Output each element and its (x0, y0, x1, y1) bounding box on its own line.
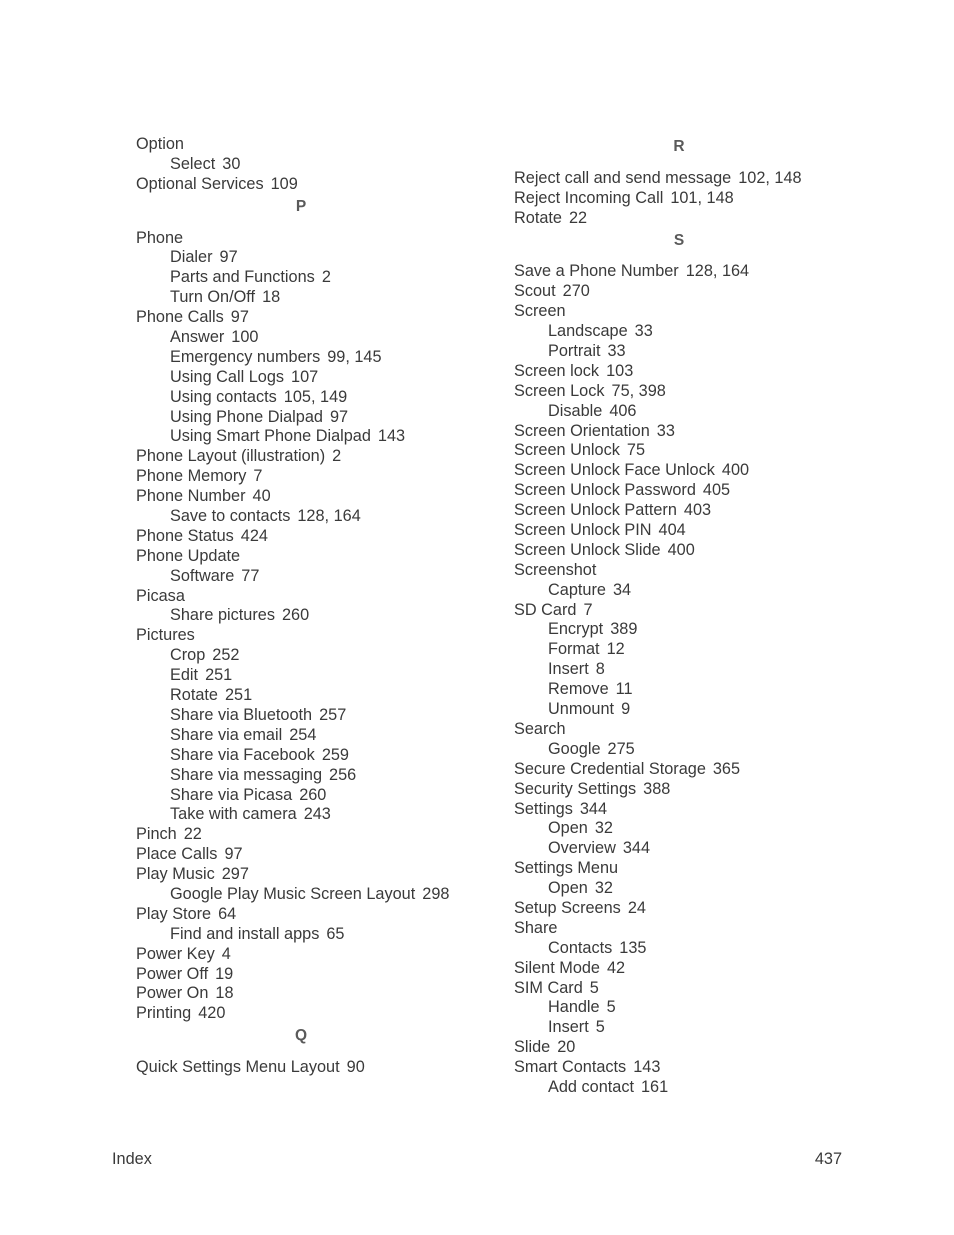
index-page-refs: 18 (262, 288, 281, 307)
index-term: Smart Contacts (514, 1058, 627, 1077)
index-term: Portrait (548, 342, 601, 361)
index-entry (514, 898, 844, 918)
index-term: Setup Screens (514, 898, 621, 917)
index-subentry (136, 407, 466, 427)
index-term: Unmount (548, 700, 615, 719)
index-term: Format (548, 640, 600, 659)
index-page-refs: 5 (589, 978, 599, 997)
index-subentry (136, 247, 466, 267)
index-page-refs: 257 (319, 705, 347, 724)
index-page-refs: 33 (634, 322, 653, 341)
index-term: Phone Calls (136, 308, 224, 327)
index-page-refs: 75, 398 (611, 381, 666, 400)
index-term: Pinch (136, 825, 177, 844)
index-page-refs: 102, 148 (738, 168, 802, 187)
index-page-refs: 75 (626, 441, 646, 460)
index-term: Save to contacts (170, 507, 291, 526)
index-term: Share via Picasa (170, 785, 293, 804)
index-entry (136, 944, 466, 964)
index-term: Phone (136, 228, 184, 247)
index-term: SIM Card (514, 978, 583, 997)
index-page-refs: 259 (321, 745, 349, 764)
index-term: Turn On/Off (170, 288, 256, 307)
index-term: Remove (548, 680, 609, 699)
index-term: Crop (170, 646, 206, 665)
index-term: Place Calls (136, 845, 218, 864)
index-subentry (514, 659, 844, 679)
index-term: Settings Menu (514, 859, 619, 878)
index-page-refs: 389 (610, 620, 638, 639)
index-term: SD Card (514, 600, 577, 619)
index-entry (136, 904, 466, 924)
index-letter-heading: Q (294, 1027, 308, 1045)
index-page-refs: 34 (612, 580, 632, 599)
index-entry (136, 228, 466, 248)
index-term: Play Music (136, 865, 215, 884)
index-subentry (136, 804, 466, 824)
index-page-refs: 143 (377, 427, 406, 446)
index-term: Screen Unlock Pattern (514, 501, 677, 520)
index-term: Encrypt (548, 620, 604, 639)
index-subentry (136, 426, 466, 446)
index-page-refs: 388 (643, 779, 671, 798)
index-term: Pictures (136, 626, 195, 645)
index-page-refs: 90 (346, 1058, 365, 1077)
index-entry (514, 361, 844, 381)
index-term: Add contact (548, 1077, 634, 1096)
index-term: Power Off (136, 964, 209, 983)
index-entry (514, 281, 844, 301)
index-term: Capture (548, 580, 606, 599)
index-term: Slide (514, 1038, 551, 1057)
index-term: Screen (514, 302, 566, 321)
index-entry (514, 600, 844, 620)
index-subentry (514, 619, 844, 639)
index-term: Take with camera (170, 805, 297, 824)
index-page-refs: 24 (627, 898, 646, 917)
index-term: Software (170, 566, 235, 585)
index-term: Phone Status (136, 526, 234, 545)
index-page-refs: 100 (231, 328, 259, 347)
index-term: Quick Settings Menu Layout (136, 1058, 340, 1077)
index-entry (514, 560, 844, 580)
index-entry (514, 719, 844, 739)
index-term: Answer (170, 328, 225, 347)
index-page-refs: 5 (595, 1018, 605, 1037)
index-subentry (136, 367, 466, 387)
index-entry (514, 460, 844, 480)
index-subentry (136, 605, 466, 625)
index-entry (136, 983, 466, 1003)
index-term: Rotate (514, 208, 562, 227)
index-entry (514, 381, 844, 401)
index-entry (136, 824, 466, 844)
index-subentry (136, 705, 466, 725)
index-page-refs: 251 (224, 686, 253, 705)
index-term: Screen Lock (514, 381, 605, 400)
index-entry (136, 546, 466, 566)
index-term: Screen Unlock (514, 441, 620, 460)
index-term: Reject Incoming Call (514, 188, 664, 207)
index-page-refs: 8 (595, 660, 605, 679)
index-entry (136, 1003, 466, 1023)
index-term: Overview (548, 839, 616, 858)
index-term: Screen Orientation (514, 421, 650, 440)
index-page-refs: 403 (683, 501, 712, 520)
index-entry (136, 446, 466, 466)
index-page-refs: 2 (332, 447, 342, 466)
index-entry (514, 261, 844, 281)
index-page-refs: 260 (299, 785, 327, 804)
index-subentry (136, 924, 466, 944)
index-term: Google (548, 739, 601, 758)
index-page-refs: 344 (622, 839, 651, 858)
index-term: Handle (548, 998, 600, 1017)
index-subentry (136, 347, 466, 367)
index-term: Screen Unlock Face Unlock (514, 461, 715, 480)
index-term: Dialer (170, 248, 213, 267)
index-page-refs: 128, 164 (685, 262, 750, 281)
index-term: Share pictures (170, 606, 275, 625)
index-page-refs: 297 (221, 865, 249, 884)
index-letter-heading: S (673, 231, 685, 249)
index-page-refs: 135 (619, 938, 647, 957)
index-page-refs: 19 (215, 964, 234, 983)
index-term: Save a Phone Number (514, 262, 679, 281)
index-term: Picasa (136, 586, 185, 605)
index-subentry (136, 785, 466, 805)
index-entry (136, 586, 466, 606)
index-term: Using contacts (170, 387, 277, 406)
index-entry (514, 759, 844, 779)
index-entry (136, 864, 466, 884)
index-page-refs: 400 (667, 540, 695, 559)
index-page-refs: 12 (606, 640, 625, 659)
index-entry (514, 500, 844, 520)
index-page-refs: 22 (568, 208, 588, 227)
index-entry (136, 526, 466, 546)
index-entry (136, 486, 466, 506)
index-term: Share via messaging (170, 765, 323, 784)
index-term: Search (514, 719, 566, 738)
index-subentry (136, 884, 466, 904)
index-term: Phone Update (136, 546, 241, 565)
index-term: Using Call Logs (170, 367, 285, 386)
index-subentry (514, 739, 844, 759)
index-entry (136, 307, 466, 327)
index-page-refs: 7 (583, 600, 593, 619)
index-entry (514, 958, 844, 978)
index-page-refs: 97 (224, 845, 243, 864)
index-page-refs: 20 (557, 1038, 576, 1057)
index-term: Screen Unlock Slide (514, 540, 661, 559)
index-page-refs: 298 (422, 884, 450, 903)
index-term: Reject call and send message (514, 168, 732, 187)
index-entry (514, 168, 844, 188)
index-entry (514, 301, 844, 321)
index-term: Play Store (136, 904, 212, 923)
index-entry (136, 964, 466, 984)
index-entry (514, 208, 844, 228)
index-subentry (514, 679, 844, 699)
index-entry (514, 480, 844, 500)
index-page-refs: 65 (326, 924, 345, 943)
index-subentry (514, 838, 844, 858)
index-page-refs: 252 (212, 646, 240, 665)
index-page-refs: 128, 164 (297, 507, 361, 526)
index-subentry (136, 387, 466, 407)
index-subentry (136, 765, 466, 785)
index-page-refs: 77 (241, 566, 260, 585)
index-entry (514, 978, 844, 998)
index-page-refs: 5 (606, 998, 616, 1017)
index-page-refs: 270 (562, 282, 590, 301)
index-subentry (514, 1017, 844, 1037)
index-subentry (514, 699, 844, 719)
index-term: Scout (514, 282, 556, 301)
index-page-refs: 101, 148 (670, 188, 734, 207)
index-letter-heading: P (295, 197, 307, 215)
index-page-refs: 33 (607, 342, 626, 361)
index-entry (136, 466, 466, 486)
index-subentry (136, 267, 466, 287)
index-subentry (136, 287, 466, 307)
index-entry (514, 421, 844, 441)
index-page-refs: 99, 145 (327, 347, 382, 366)
index-page-refs: 4 (221, 944, 231, 963)
index-term: Open (548, 879, 588, 898)
index-entry (514, 520, 844, 540)
index-entry (514, 779, 844, 799)
index-term: Share via Bluetooth (170, 705, 313, 724)
index-term: Printing (136, 1004, 192, 1023)
index-entry (514, 858, 844, 878)
index-page-refs: 161 (641, 1077, 669, 1096)
index-term: Screen Unlock Password (514, 481, 696, 500)
index-term: Insert (548, 1018, 589, 1037)
index-page-refs: 105, 149 (283, 387, 348, 406)
index-page-refs: 254 (289, 725, 317, 744)
index-subentry (514, 341, 844, 361)
index-page-refs: 11 (615, 680, 633, 699)
index-subentry (514, 878, 844, 898)
index-entry (514, 540, 844, 560)
index-term: Contacts (548, 938, 613, 957)
index-page-refs: 260 (281, 606, 310, 625)
footer-page-number: 437 (814, 1150, 842, 1168)
index-term: Using Phone Dialpad (170, 407, 323, 426)
index-term: Using Smart Phone Dialpad (170, 427, 371, 446)
index-subentry (136, 327, 466, 347)
index-subentry (514, 938, 844, 958)
index-letter-heading: R (673, 138, 685, 155)
index-term: Phone Number (136, 487, 246, 506)
index-page-refs: 40 (252, 487, 271, 506)
index-entry (514, 440, 844, 460)
index-page-refs: 406 (609, 401, 637, 420)
index-entry (136, 1057, 466, 1077)
index-term: Insert (548, 660, 589, 679)
index-page-refs: 365 (712, 759, 741, 778)
index-term: Screenshot (514, 560, 597, 579)
index-page-refs: 243 (303, 805, 331, 824)
index-term: Silent Mode (514, 958, 600, 977)
index-entry (136, 134, 466, 154)
index-entry (514, 918, 844, 938)
index-page-refs: 107 (291, 367, 319, 386)
index-page-refs: 400 (721, 461, 750, 480)
index-term: Optional Services (136, 174, 264, 193)
index-page-refs: 2 (321, 268, 331, 287)
index-term: Power Key (136, 944, 215, 963)
index-term: Share via email (170, 725, 283, 744)
index-term: Open (548, 819, 588, 838)
index-page-refs: 275 (607, 739, 635, 758)
index-page-refs: 97 (230, 308, 249, 327)
index-page-refs: 405 (702, 481, 731, 500)
footer-section-label: Index (112, 1150, 152, 1168)
index-subentry (514, 639, 844, 659)
index-entry (514, 799, 844, 819)
index-page-refs: 22 (183, 825, 202, 844)
index-subentry (514, 997, 844, 1017)
index-term: Option (136, 135, 184, 153)
index-term: Google Play Music Screen Layout (170, 884, 416, 903)
index-page-refs: 30 (222, 154, 241, 173)
index-term: Rotate (170, 686, 218, 705)
index-entry (514, 1057, 844, 1077)
index-page-refs: 424 (240, 526, 268, 545)
index-column-left (136, 134, 466, 1077)
index-page-refs: 18 (215, 984, 234, 1003)
index-page-refs: 9 (621, 700, 631, 719)
index-subentry (136, 645, 466, 665)
index-term: Power On (136, 984, 209, 1003)
index-page-refs: 97 (329, 407, 349, 426)
index-subentry (514, 818, 844, 838)
index-term: Share (514, 918, 558, 937)
index-column-right (514, 134, 844, 1097)
index-entry (136, 174, 466, 194)
index-term: Secure Credential Storage (514, 759, 706, 778)
index-subentry (514, 1077, 844, 1097)
index-page-refs: 251 (205, 666, 233, 685)
index-term: Settings (514, 799, 573, 818)
index-subentry (514, 580, 844, 600)
index-page-refs: 420 (198, 1004, 226, 1023)
index-page-refs: 109 (270, 174, 298, 193)
index-term: Phone Layout (illustration) (136, 447, 326, 466)
index-page-refs: 7 (253, 467, 263, 486)
index-term: Screen Unlock PIN (514, 521, 652, 540)
index-page-refs: 97 (219, 248, 238, 267)
index-page-refs: 344 (579, 799, 608, 818)
index-subentry (514, 401, 844, 421)
index-subentry (136, 506, 466, 526)
index-term: Share via Facebook (170, 745, 315, 764)
index-entry (136, 844, 466, 864)
index-subentry (136, 566, 466, 586)
index-term: Phone Memory (136, 467, 247, 486)
index-term: Landscape (548, 322, 628, 341)
index-page-refs: 33 (656, 421, 675, 440)
index-term: Select (170, 154, 216, 173)
index-entry (514, 188, 844, 208)
index-term: Security Settings (514, 779, 637, 798)
index-page-refs: 103 (606, 361, 634, 380)
index-term: Screen lock (514, 361, 600, 380)
index-page-refs: 32 (594, 819, 613, 838)
index-subentry (136, 665, 466, 685)
index-entry (136, 625, 466, 645)
index-page-refs: 143 (633, 1058, 661, 1077)
index-subentry (514, 321, 844, 341)
index-term: Find and install apps (170, 924, 320, 943)
index-term: Emergency numbers (170, 347, 321, 366)
index-page-refs: 404 (658, 521, 686, 540)
index-page-refs: 42 (606, 958, 626, 977)
index-subentry (136, 745, 466, 765)
index-page-refs: 256 (329, 765, 357, 784)
index-subentry (136, 685, 466, 705)
index-page-refs: 64 (218, 904, 237, 923)
index-term: Disable (548, 401, 603, 420)
index-term: Parts and Functions (170, 268, 315, 287)
index-subentry (136, 725, 466, 745)
index-entry (514, 1037, 844, 1057)
index-term: Edit (170, 666, 199, 685)
index-subentry (136, 154, 466, 174)
index-page-refs: 32 (594, 879, 613, 898)
